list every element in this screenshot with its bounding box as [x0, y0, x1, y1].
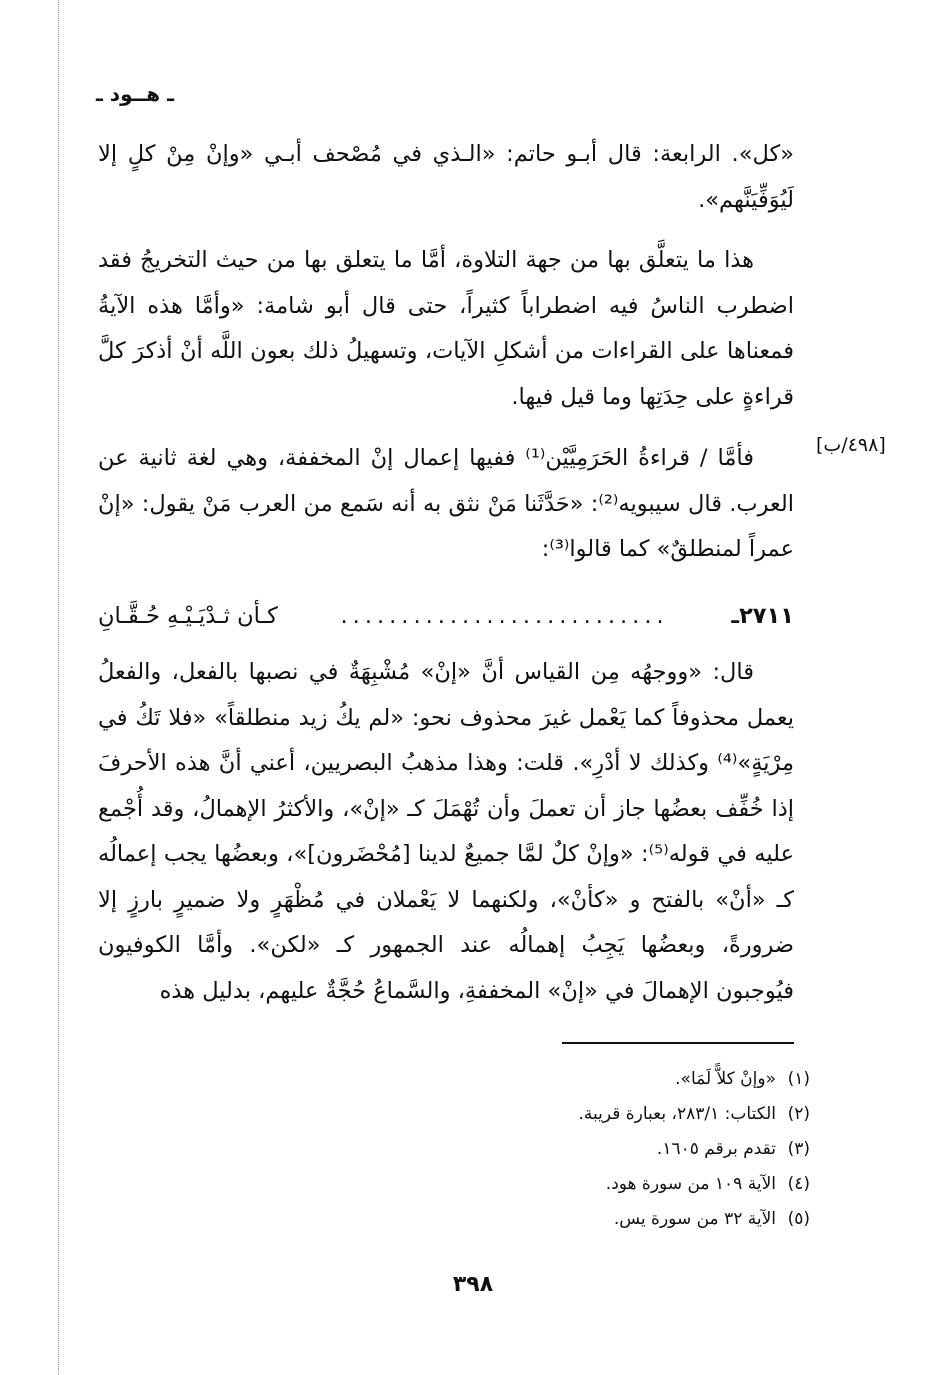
footnote-separator: [562, 1042, 794, 1044]
paragraph-3-text: فأمَّا / قراءةُ الحَرَمِيَّيْن⁽¹⁾ ففيها إعمال إنْ المخففة، وهي لغة ثانية عن العرب. قال سيبويه⁽²⁾: «حَدَّثَنا مَنْ نثق به أنه سَمع من العرب مَنْ يقول: «إنْ عمراً لمنطلقٌ» كما قالوا⁽³⁾:: [98, 445, 794, 562]
poetry-verse: [98, 594, 794, 640]
paragraph-3: [98, 436, 794, 573]
left-margin-dotted-line: [58, 0, 59, 1375]
footnote-text: الكتاب: ٢٨٣/١، بعبارة قريبة.: [578, 1104, 776, 1124]
footnote-item: [98, 1062, 810, 1097]
verse-ellipsis: ...........................: [340, 603, 669, 629]
paragraph-2: [98, 238, 794, 420]
footnote-number: (١): [787, 1069, 810, 1089]
paragraph-4: [98, 650, 794, 1014]
footnote-item: [98, 1202, 810, 1237]
footnote-text: الآية ٣٢ من سورة يس.: [613, 1209, 776, 1229]
footnote-number: (٥): [787, 1209, 810, 1229]
footnote-number: (٢): [787, 1104, 810, 1124]
running-head: ـ هــود ـ: [96, 82, 174, 106]
page-number: ٣٩٨: [452, 1272, 494, 1297]
footnote-text: تقدم برقم ١٦٠٥.: [656, 1139, 776, 1159]
manuscript-folio-note: [٤٩٨/ب]: [816, 434, 886, 456]
footnotes: [98, 1062, 810, 1237]
footnote-text: الآية ١٠٩ من سورة هود.: [605, 1174, 776, 1194]
paragraph-2-text: هذا ما يتعلَّق بها من جهة التلاوة، أمَّا ما يتعلق بها من حيث التخريجُ فقد اضطرب الناسُ فيه اضطراباً كثيراً، حتى قال أبو شامة: «وأمَّا هذه الآيةُ فمعناها على القراءات من أشكلِ الآيات، وتسهيلُ ذلك بعون اللَّه أنْ أذكرَ كلَّ قراءةٍ على حِدَتِها وما قيل فيها.: [98, 247, 794, 410]
paragraph-1: [98, 132, 794, 223]
footnote-number: (٣): [787, 1139, 810, 1159]
footnote-number: (٤): [787, 1174, 810, 1194]
paragraph-1-text: «كل». الرابعة: قال أبـو حاتم: «الـذي في مُصْحف أبـي «وإنْ مِنْ كلٍ إلا لَيُوَفِّيَنَّهم».: [98, 141, 794, 213]
verse-line: [98, 594, 794, 640]
footnote-item: [98, 1167, 810, 1202]
footnote-item: [98, 1097, 810, 1132]
verse-number: ٢٧١١ـ: [731, 603, 794, 629]
footnote-text: «وإنْ كلاًّ لَمَا».: [675, 1069, 776, 1089]
footnote-item: [98, 1132, 810, 1167]
paragraph-4-text: قال: «ووجهُه مِن القياس أنَّ «إنْ» مُشْبِهَةٌ في نصبها بالفعل، والفعلُ يعمل محذوفاً كما يَعْمل غيرَ محذوف نحو: «لم يكُ زيد منطلقاً» «فلا تَكُ في مِرْيَةٍ»⁽⁴⁾ وكذلك لا أدْرِ». قلت: وهذا مذهبُ البصريين، أعني أنَّ هذه الأحرفَ إذا خُفِّف بعضُها جاز أن تعملَ وأن تُهْمَلَ كـ «إنْ»، والأكثرُ الإهمالُ، وقد أُجْمع عليه في قوله⁽⁵⁾: «وإنْ كلٌ لمَّا جميعٌ لدينا [مُحْضَرون]»، وبعضُها يجب إعمالُه كـ «أنْ» بالفتح و «كأنْ»، ولكنهما لا يَعْملان في مُظْهَرٍ ولا ضميرٍ بارزٍ إلا ضرورةً، وبعضُها يَجِبُ إهمالُه عند الجمهور كـ «لكن». وأمَّا الكوفيون فيُوجبون الإهمالَ في «إنْ» المخففةِ، والسَّماعُ حُجَّةٌ عليهم، بدليل هذه: [98, 659, 794, 1004]
verse-text: كـأن ثـدْيَـيْـهِ حُـقَّـانِ: [98, 603, 278, 629]
